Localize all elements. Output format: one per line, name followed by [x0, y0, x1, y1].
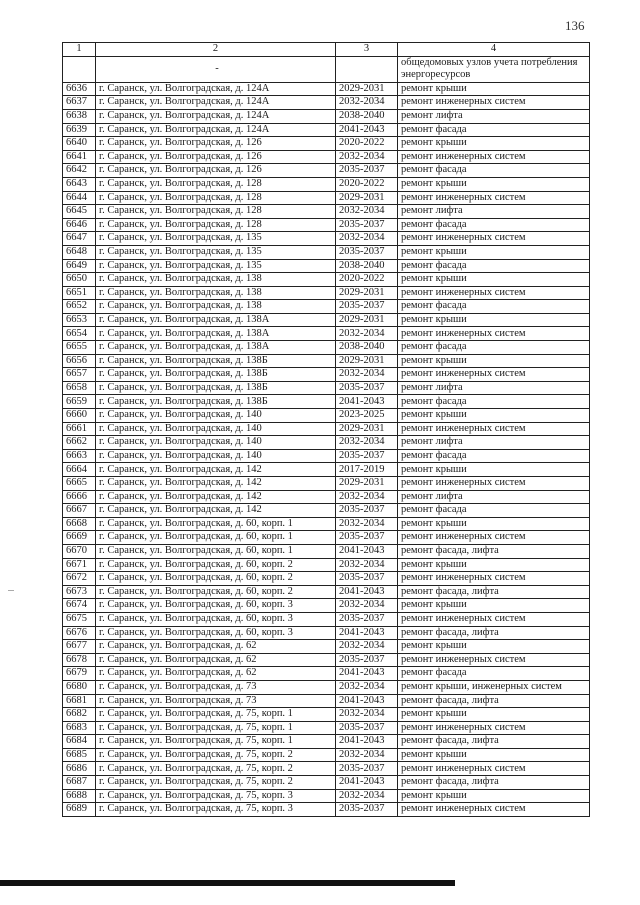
period-cell: 2035-2037 — [336, 531, 398, 545]
period-cell: 2041-2043 — [336, 694, 398, 708]
period-cell: 2020-2022 — [336, 177, 398, 191]
registry-table — [62, 42, 590, 817]
table-row — [63, 368, 590, 382]
row-number-cell: 6684 — [63, 735, 96, 749]
table-row — [63, 776, 590, 790]
table-row — [63, 177, 590, 191]
period-cell: 2032-2034 — [336, 599, 398, 613]
work-type-cell: ремонт крыши — [398, 599, 590, 613]
period-cell: 2032-2034 — [336, 232, 398, 246]
column-header-period: 3 — [336, 43, 398, 57]
column-header-work: 4 — [398, 43, 590, 57]
work-type-cell: ремонт крыши — [398, 354, 590, 368]
address-cell: г. Саранск, ул. Волгоградская, д. 140 — [96, 409, 336, 423]
address-cell: г. Саранск, ул. Волгоградская, д. 138А — [96, 341, 336, 355]
work-type-cell: ремонт крыши — [398, 82, 590, 96]
row-number-cell: 6674 — [63, 599, 96, 613]
address-cell: г. Саранск, ул. Волгоградская, д. 138 — [96, 286, 336, 300]
work-type-cell: ремонт крыши — [398, 640, 590, 654]
work-type-cell: ремонт фасада, лифта — [398, 735, 590, 749]
row-number-cell: 6664 — [63, 463, 96, 477]
row-number-cell: 6648 — [63, 245, 96, 259]
row-number-cell: 6671 — [63, 558, 96, 572]
work-type-cell: ремонт инженерных систем — [398, 150, 590, 164]
address-cell: г. Саранск, ул. Волгоградская, д. 60, корп. 2 — [96, 558, 336, 572]
address-cell: г. Саранск, ул. Волгоградская, д. 60, корп. 3 — [96, 599, 336, 613]
margin-mark — [8, 590, 14, 591]
table-row — [63, 436, 590, 450]
work-type-cell: ремонт инженерных систем — [398, 368, 590, 382]
work-type-cell: ремонт фасада — [398, 504, 590, 518]
address-cell: г. Саранск, ул. Волгоградская, д. 128 — [96, 177, 336, 191]
period-cell: 2035-2037 — [336, 218, 398, 232]
address-cell: г. Саранск, ул. Волгоградская, д. 135 — [96, 259, 336, 273]
table-row — [63, 286, 590, 300]
row-number-cell: 6653 — [63, 313, 96, 327]
work-type-cell: ремонт фасада — [398, 123, 590, 137]
period-cell: 2035-2037 — [336, 504, 398, 518]
work-type-cell: ремонт крыши, инженерных систем — [398, 680, 590, 694]
row-number-cell: 6688 — [63, 789, 96, 803]
table-row — [63, 341, 590, 355]
period-cell: 2041-2043 — [336, 776, 398, 790]
period-cell: 2041-2043 — [336, 585, 398, 599]
table-row — [63, 313, 590, 327]
table-row — [63, 544, 590, 558]
address-cell: г. Саранск, ул. Волгоградская, д. 60, корп. 3 — [96, 626, 336, 640]
work-type-cell: ремонт крыши — [398, 708, 590, 722]
table-row — [63, 205, 590, 219]
period-cell: 2029-2031 — [336, 354, 398, 368]
row-number-cell: 6679 — [63, 667, 96, 681]
address-cell: г. Саранск, ул. Волгоградская, д. 135 — [96, 245, 336, 259]
period-cell: 2032-2034 — [336, 640, 398, 654]
row-number-cell: 6676 — [63, 626, 96, 640]
work-type-cell: ремонт фасада, лифта — [398, 694, 590, 708]
period-cell: 2029-2031 — [336, 191, 398, 205]
work-type-cell: ремонт инженерных систем — [398, 477, 590, 491]
work-type-cell: ремонт фасада — [398, 667, 590, 681]
address-cell: г. Саранск, ул. Волгоградская, д. 124А — [96, 109, 336, 123]
row-number-cell: 6647 — [63, 232, 96, 246]
table-row — [63, 327, 590, 341]
row-number-cell: 6659 — [63, 395, 96, 409]
period-cell: 2032-2034 — [336, 517, 398, 531]
row-number-cell: 6665 — [63, 477, 96, 491]
work-type-cell: ремонт инженерных систем — [398, 572, 590, 586]
table-row — [63, 381, 590, 395]
row-number-cell: 6681 — [63, 694, 96, 708]
row-number-cell: 6657 — [63, 368, 96, 382]
table-row — [63, 463, 590, 477]
table-row — [63, 612, 590, 626]
work-type-cell: ремонт инженерных систем — [398, 96, 590, 110]
table-row — [63, 721, 590, 735]
table-row — [63, 395, 590, 409]
row-number-cell: 6652 — [63, 300, 96, 314]
table-row — [63, 504, 590, 518]
table-row — [63, 259, 590, 273]
period-cell: 2020-2022 — [336, 137, 398, 151]
address-cell: г. Саранск, ул. Волгоградская, д. 140 — [96, 449, 336, 463]
address-cell: - — [96, 56, 336, 82]
address-cell: г. Саранск, ул. Волгоградская, д. 75, корп. 1 — [96, 721, 336, 735]
row-number-cell: 6645 — [63, 205, 96, 219]
table-row — [63, 422, 590, 436]
period-cell: 2029-2031 — [336, 313, 398, 327]
address-cell: г. Саранск, ул. Волгоградская, д. 75, корп. 2 — [96, 762, 336, 776]
address-cell: г. Саранск, ул. Волгоградская, д. 138 — [96, 300, 336, 314]
period-cell: 2029-2031 — [336, 477, 398, 491]
period-cell: 2035-2037 — [336, 612, 398, 626]
row-number-cell: 6661 — [63, 422, 96, 436]
period-cell: 2035-2037 — [336, 449, 398, 463]
period-cell: 2032-2034 — [336, 708, 398, 722]
address-cell: г. Саранск, ул. Волгоградская, д. 140 — [96, 436, 336, 450]
row-number-cell: 6660 — [63, 409, 96, 423]
row-number-cell: 6685 — [63, 748, 96, 762]
period-cell: 2035-2037 — [336, 572, 398, 586]
address-cell: г. Саранск, ул. Волгоградская, д. 126 — [96, 150, 336, 164]
period-cell: 2032-2034 — [336, 150, 398, 164]
row-number-cell: 6662 — [63, 436, 96, 450]
period-cell: 2038-2040 — [336, 259, 398, 273]
continuation-row — [63, 56, 590, 82]
table-row — [63, 300, 590, 314]
period-cell: 2035-2037 — [336, 721, 398, 735]
table-row — [63, 708, 590, 722]
work-type-cell: ремонт крыши — [398, 137, 590, 151]
table-row — [63, 409, 590, 423]
work-type-cell: ремонт фасада, лифта — [398, 544, 590, 558]
table-row — [63, 490, 590, 504]
work-type-cell: ремонт фасада, лифта — [398, 585, 590, 599]
table-row — [63, 748, 590, 762]
address-cell: г. Саранск, ул. Волгоградская, д. 142 — [96, 490, 336, 504]
row-number-cell: 6669 — [63, 531, 96, 545]
work-type-cell: ремонт фасада — [398, 395, 590, 409]
row-number-cell: 6638 — [63, 109, 96, 123]
work-type-cell: ремонт инженерных систем — [398, 232, 590, 246]
work-type-cell: ремонт инженерных систем — [398, 612, 590, 626]
period-cell: 2041-2043 — [336, 544, 398, 558]
period-cell: 2032-2034 — [336, 205, 398, 219]
period-cell: 2038-2040 — [336, 109, 398, 123]
column-header-number: 1 — [63, 43, 96, 57]
address-cell: г. Саранск, ул. Волгоградская, д. 73 — [96, 680, 336, 694]
row-number-cell: 6656 — [63, 354, 96, 368]
address-cell: г. Саранск, ул. Волгоградская, д. 128 — [96, 218, 336, 232]
row-number-cell: 6649 — [63, 259, 96, 273]
row-number-cell: 6650 — [63, 273, 96, 287]
address-cell: г. Саранск, ул. Волгоградская, д. 60, корп. 1 — [96, 517, 336, 531]
address-cell: г. Саранск, ул. Волгоградская, д. 62 — [96, 653, 336, 667]
work-type-cell: ремонт крыши — [398, 748, 590, 762]
row-number-cell: 6637 — [63, 96, 96, 110]
table-row — [63, 517, 590, 531]
work-type-cell: ремонт инженерных систем — [398, 721, 590, 735]
address-cell: г. Саранск, ул. Волгоградская, д. 128 — [96, 205, 336, 219]
address-cell: г. Саранск, ул. Волгоградская, д. 124А — [96, 82, 336, 96]
address-cell: г. Саранск, ул. Волгоградская, д. 138А — [96, 327, 336, 341]
work-type-cell: ремонт инженерных систем — [398, 191, 590, 205]
table-row — [63, 626, 590, 640]
table-row — [63, 585, 590, 599]
address-cell: г. Саранск, ул. Волгоградская, д. 126 — [96, 137, 336, 151]
work-type-cell: ремонт лифта — [398, 436, 590, 450]
table-row — [63, 164, 590, 178]
period-cell: 2035-2037 — [336, 762, 398, 776]
address-cell: г. Саранск, ул. Волгоградская, д. 142 — [96, 504, 336, 518]
period-cell: 2041-2043 — [336, 735, 398, 749]
work-type-cell: ремонт инженерных систем — [398, 286, 590, 300]
period-cell: 2029-2031 — [336, 422, 398, 436]
work-type-cell: ремонт инженерных систем — [398, 803, 590, 817]
address-cell: г. Саранск, ул. Волгоградская, д. 62 — [96, 667, 336, 681]
period-cell: 2035-2037 — [336, 381, 398, 395]
table-row — [63, 354, 590, 368]
address-cell: г. Саранск, ул. Волгоградская, д. 60, корп. 1 — [96, 544, 336, 558]
table-row — [63, 449, 590, 463]
period-cell: 2020-2022 — [336, 273, 398, 287]
address-cell: г. Саранск, ул. Волгоградская, д. 60, корп. 3 — [96, 612, 336, 626]
row-number-cell: 6655 — [63, 341, 96, 355]
page-number: 136 — [565, 18, 585, 33]
period-cell: 2032-2034 — [336, 789, 398, 803]
row-number-cell: 6677 — [63, 640, 96, 654]
work-type-cell: ремонт крыши — [398, 313, 590, 327]
period-cell — [336, 56, 398, 82]
table-row — [63, 477, 590, 491]
row-number-cell: 6687 — [63, 776, 96, 790]
header-row — [63, 43, 590, 57]
address-cell: г. Саранск, ул. Волгоградская, д. 138Б — [96, 381, 336, 395]
row-number-cell: 6686 — [63, 762, 96, 776]
row-number-cell: 6673 — [63, 585, 96, 599]
address-cell: г. Саранск, ул. Волгоградская, д. 140 — [96, 422, 336, 436]
row-number-cell: 6668 — [63, 517, 96, 531]
address-cell: г. Саранск, ул. Волгоградская, д. 75, корп. 3 — [96, 803, 336, 817]
address-cell: г. Саранск, ул. Волгоградская, д. 126 — [96, 164, 336, 178]
table-row — [63, 109, 590, 123]
work-type-cell: ремонт фасада — [398, 449, 590, 463]
period-cell: 2032-2034 — [336, 327, 398, 341]
table-row — [63, 640, 590, 654]
period-cell: 2032-2034 — [336, 748, 398, 762]
address-cell: г. Саранск, ул. Волгоградская, д. 75, корп. 1 — [96, 708, 336, 722]
table-row — [63, 123, 590, 137]
table-row — [63, 191, 590, 205]
work-type-cell: ремонт фасада — [398, 164, 590, 178]
row-number-cell: 6658 — [63, 381, 96, 395]
period-cell: 2017-2019 — [336, 463, 398, 477]
address-cell: г. Саранск, ул. Волгоградская, д. 60, корп. 1 — [96, 531, 336, 545]
row-number-cell: 6646 — [63, 218, 96, 232]
work-type-cell: ремонт крыши — [398, 517, 590, 531]
work-type-cell: ремонт фасада — [398, 259, 590, 273]
row-number-cell: 6666 — [63, 490, 96, 504]
table-row — [63, 680, 590, 694]
period-cell: 2032-2034 — [336, 558, 398, 572]
period-cell: 2032-2034 — [336, 680, 398, 694]
address-cell: г. Саранск, ул. Волгоградская, д. 124А — [96, 96, 336, 110]
work-type-cell: ремонт инженерных систем — [398, 327, 590, 341]
period-cell: 2041-2043 — [336, 395, 398, 409]
address-cell: г. Саранск, ул. Волгоградская, д. 128 — [96, 191, 336, 205]
table-row — [63, 694, 590, 708]
address-cell: г. Саранск, ул. Волгоградская, д. 62 — [96, 640, 336, 654]
work-type-cell: ремонт инженерных систем — [398, 531, 590, 545]
table-row — [63, 273, 590, 287]
work-type-cell: ремонт фасада — [398, 300, 590, 314]
table-row — [63, 653, 590, 667]
work-type-cell: ремонт лифта — [398, 205, 590, 219]
work-type-cell: ремонт фасада, лифта — [398, 776, 590, 790]
address-cell: г. Саранск, ул. Волгоградская, д. 60, корп. 2 — [96, 572, 336, 586]
table-row — [63, 667, 590, 681]
address-cell: г. Саранск, ул. Волгоградская, д. 73 — [96, 694, 336, 708]
row-number-cell: 6651 — [63, 286, 96, 300]
address-cell: г. Саранск, ул. Волгоградская, д. 60, корп. 2 — [96, 585, 336, 599]
address-cell: г. Саранск, ул. Волгоградская, д. 138Б — [96, 395, 336, 409]
column-header-address: 2 — [96, 43, 336, 57]
table-row — [63, 218, 590, 232]
address-cell: г. Саранск, ул. Волгоградская, д. 142 — [96, 463, 336, 477]
row-number-cell: 6689 — [63, 803, 96, 817]
row-number-cell: 6670 — [63, 544, 96, 558]
work-type-cell: ремонт крыши — [398, 789, 590, 803]
work-type-cell: ремонт инженерных систем — [398, 422, 590, 436]
row-number-cell: 6672 — [63, 572, 96, 586]
bottom-scan-bar — [0, 880, 455, 886]
work-type-cell: ремонт крыши — [398, 177, 590, 191]
period-cell: 2029-2031 — [336, 82, 398, 96]
table-row — [63, 531, 590, 545]
address-cell: г. Саранск, ул. Волгоградская, д. 75, корп. 3 — [96, 789, 336, 803]
table-row — [63, 762, 590, 776]
table-row — [63, 789, 590, 803]
work-type-cell: ремонт крыши — [398, 273, 590, 287]
address-cell: г. Саранск, ул. Волгоградская, д. 138Б — [96, 354, 336, 368]
work-type-cell: ремонт крыши — [398, 245, 590, 259]
period-cell: 2032-2034 — [336, 96, 398, 110]
table-row — [63, 82, 590, 96]
period-cell: 2032-2034 — [336, 368, 398, 382]
work-type-cell: ремонт лифта — [398, 490, 590, 504]
work-type-cell: ремонт фасада — [398, 218, 590, 232]
row-number-cell: 6683 — [63, 721, 96, 735]
work-type-cell: ремонт крыши — [398, 558, 590, 572]
period-cell: 2041-2043 — [336, 667, 398, 681]
row-number-cell — [63, 56, 96, 82]
table-row — [63, 137, 590, 151]
period-cell: 2029-2031 — [336, 286, 398, 300]
period-cell: 2035-2037 — [336, 803, 398, 817]
table-row — [63, 96, 590, 110]
period-cell: 2035-2037 — [336, 653, 398, 667]
table-row — [63, 599, 590, 613]
row-number-cell: 6675 — [63, 612, 96, 626]
work-type-cell: ремонт крыши — [398, 409, 590, 423]
row-number-cell: 6680 — [63, 680, 96, 694]
work-type-cell: ремонт крыши — [398, 463, 590, 477]
work-type-cell: ремонт инженерных систем — [398, 762, 590, 776]
table-row — [63, 245, 590, 259]
work-type-cell: ремонт лифта — [398, 381, 590, 395]
row-number-cell: 6678 — [63, 653, 96, 667]
work-type-cell: ремонт инженерных систем — [398, 653, 590, 667]
address-cell: г. Саранск, ул. Волгоградская, д. 138 — [96, 273, 336, 287]
row-number-cell: 6682 — [63, 708, 96, 722]
row-number-cell: 6639 — [63, 123, 96, 137]
period-cell: 2038-2040 — [336, 341, 398, 355]
row-number-cell: 6640 — [63, 137, 96, 151]
row-number-cell: 6654 — [63, 327, 96, 341]
period-cell: 2023-2025 — [336, 409, 398, 423]
period-cell: 2035-2037 — [336, 300, 398, 314]
row-number-cell: 6663 — [63, 449, 96, 463]
table-row — [63, 558, 590, 572]
work-type-cell: ремонт лифта — [398, 109, 590, 123]
address-cell: г. Саранск, ул. Волгоградская, д. 142 — [96, 477, 336, 491]
work-type-cell: ремонт фасада — [398, 341, 590, 355]
address-cell: г. Саранск, ул. Волгоградская, д. 75, корп. 2 — [96, 748, 336, 762]
period-cell: 2032-2034 — [336, 436, 398, 450]
row-number-cell: 6641 — [63, 150, 96, 164]
address-cell: г. Саранск, ул. Волгоградская, д. 138А — [96, 313, 336, 327]
period-cell: 2041-2043 — [336, 626, 398, 640]
work-type-cell: ремонт фасада, лифта — [398, 626, 590, 640]
table-row — [63, 735, 590, 749]
table-row — [63, 572, 590, 586]
address-cell: г. Саранск, ул. Волгоградская, д. 75, корп. 2 — [96, 776, 336, 790]
period-cell: 2035-2037 — [336, 245, 398, 259]
row-number-cell: 6636 — [63, 82, 96, 96]
table-row — [63, 803, 590, 817]
row-number-cell: 6667 — [63, 504, 96, 518]
row-number-cell: 6643 — [63, 177, 96, 191]
table-row — [63, 150, 590, 164]
work-type-cell: общедомовых узлов учета потребления энергоресурсов — [398, 56, 590, 82]
period-cell: 2035-2037 — [336, 164, 398, 178]
address-cell: г. Саранск, ул. Волгоградская, д. 138Б — [96, 368, 336, 382]
address-cell: г. Саранск, ул. Волгоградская, д. 75, корп. 1 — [96, 735, 336, 749]
table-row — [63, 232, 590, 246]
row-number-cell: 6644 — [63, 191, 96, 205]
period-cell: 2032-2034 — [336, 490, 398, 504]
address-cell: г. Саранск, ул. Волгоградская, д. 135 — [96, 232, 336, 246]
period-cell: 2041-2043 — [336, 123, 398, 137]
address-cell: г. Саранск, ул. Волгоградская, д. 124А — [96, 123, 336, 137]
row-number-cell: 6642 — [63, 164, 96, 178]
